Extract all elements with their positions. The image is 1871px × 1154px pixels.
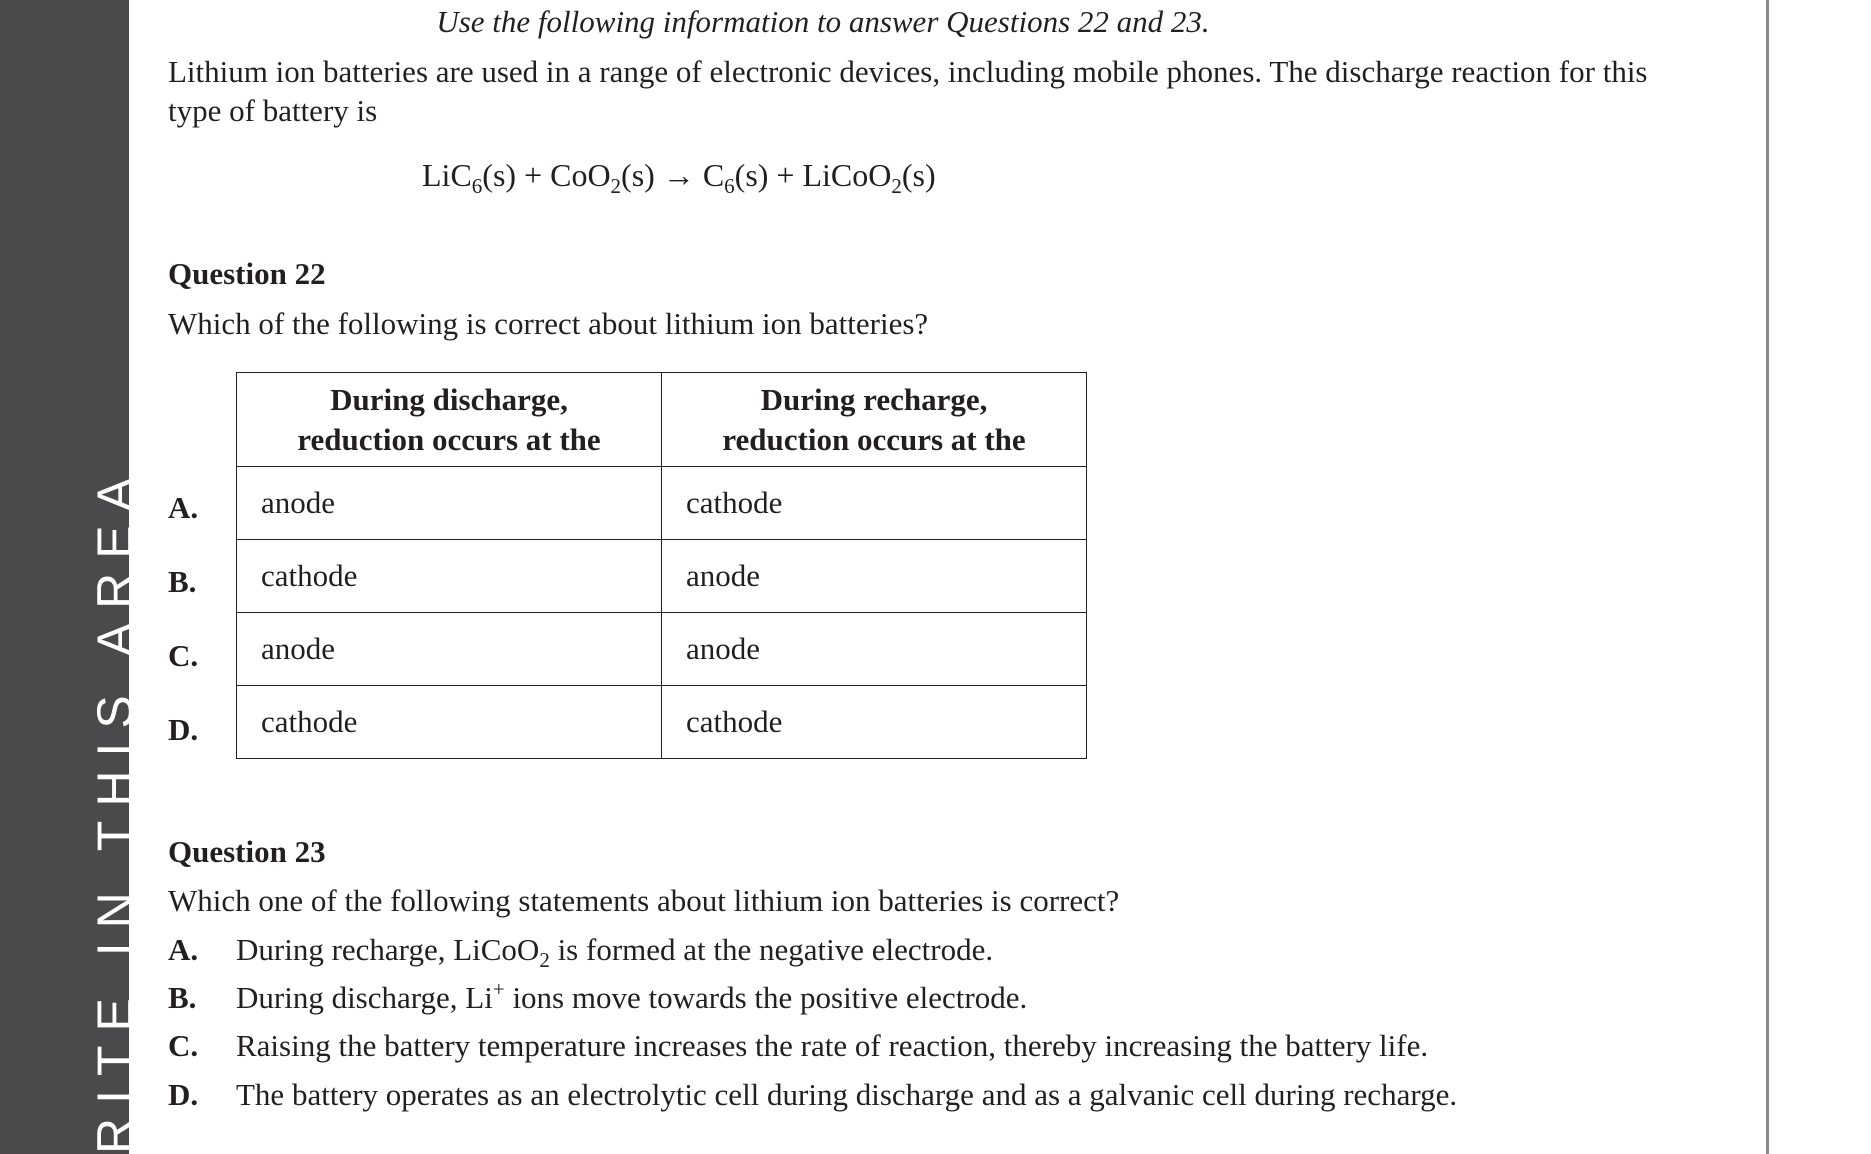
option-text: ions move towards the positive electrode. bbox=[504, 980, 1028, 1015]
header-discharge-line1: During discharge, bbox=[330, 381, 568, 417]
question-23-option-c bbox=[168, 1028, 1428, 1064]
cell-discharge-c: anode bbox=[237, 613, 662, 686]
question-22-options-table bbox=[236, 372, 1087, 759]
header-discharge bbox=[237, 373, 662, 467]
table-row bbox=[237, 613, 1087, 686]
option-letter: C. bbox=[168, 1028, 199, 1063]
header-discharge-line2: reduction occurs at the bbox=[297, 421, 601, 457]
eq-part: (s) → C bbox=[621, 157, 725, 193]
option-letter: D. bbox=[168, 1077, 199, 1112]
header-recharge-line1: During recharge, bbox=[760, 381, 988, 417]
eq-part: (s) + CoO bbox=[482, 157, 611, 193]
eq-subscript: 6 bbox=[724, 174, 735, 198]
table-row bbox=[237, 467, 1087, 540]
option-letter: A. bbox=[168, 932, 199, 967]
eq-subscript: 6 bbox=[471, 174, 483, 198]
option-letter: B. bbox=[168, 980, 197, 1015]
option-letter-a: A. bbox=[168, 490, 199, 525]
cell-discharge-b: cathode bbox=[237, 540, 662, 613]
cell-discharge-a: anode bbox=[237, 467, 662, 540]
option-letter-d: D. bbox=[168, 712, 199, 747]
right-margin-rule bbox=[1766, 0, 1769, 1154]
table-row bbox=[237, 540, 1087, 613]
eq-part: LiC bbox=[422, 157, 472, 193]
margin-warning-text: RITE IN THIS AREA bbox=[87, 464, 143, 1154]
question-23-option-a bbox=[168, 932, 994, 972]
margin-bar bbox=[0, 0, 143, 1154]
option-letter-b: B. bbox=[168, 564, 197, 599]
option-text: is formed at the negative electrode. bbox=[549, 932, 994, 967]
eq-part: (s) bbox=[901, 157, 936, 193]
option-text: During recharge, LiCoO bbox=[236, 932, 540, 967]
option-subscript: 2 bbox=[539, 948, 550, 972]
option-text: During discharge, Li bbox=[236, 980, 493, 1015]
cell-recharge-d: cathode bbox=[662, 686, 1087, 759]
option-text: Raising the battery temperature increases the rate of reaction, thereby increasing the battery life. bbox=[236, 1028, 1429, 1063]
cell-recharge-b: anode bbox=[662, 540, 1087, 613]
option-letter-c: C. bbox=[168, 638, 199, 673]
header-recharge bbox=[662, 373, 1087, 467]
table-header-row bbox=[237, 373, 1087, 467]
chemical-equation bbox=[422, 157, 936, 198]
question-22-text: Which of the following is correct about lithium ion batteries? bbox=[168, 306, 929, 341]
question-23-text: Which one of the following statements about lithium ion batteries is correct? bbox=[168, 883, 1120, 918]
eq-part: (s) + LiCoO bbox=[734, 157, 892, 193]
question-22-heading: Question 22 bbox=[168, 256, 326, 291]
option-superscript: + bbox=[492, 977, 505, 1001]
cell-recharge-a: cathode bbox=[662, 467, 1087, 540]
question-23-heading: Question 23 bbox=[168, 834, 326, 869]
question-23-option-b bbox=[168, 977, 1028, 1016]
stimulus-intro: Use the following information to answer Questions 22 and 23. bbox=[436, 4, 1210, 39]
option-text: The battery operates as an electrolytic cell during discharge and as a galvanic cell during recharge. bbox=[236, 1077, 1458, 1112]
header-recharge-line2: reduction occurs at the bbox=[722, 421, 1026, 457]
eq-subscript: 2 bbox=[891, 174, 902, 198]
question-23-option-d bbox=[168, 1077, 1457, 1113]
cell-discharge-d: cathode bbox=[237, 686, 662, 759]
cell-recharge-c: anode bbox=[662, 613, 1087, 686]
stimulus-text: Lithium ion batteries are used in a range of electronic devices, including mobile phones. The discharge reaction for this type of battery is bbox=[168, 54, 1648, 128]
eq-subscript: 2 bbox=[610, 174, 622, 198]
table-row bbox=[237, 686, 1087, 759]
